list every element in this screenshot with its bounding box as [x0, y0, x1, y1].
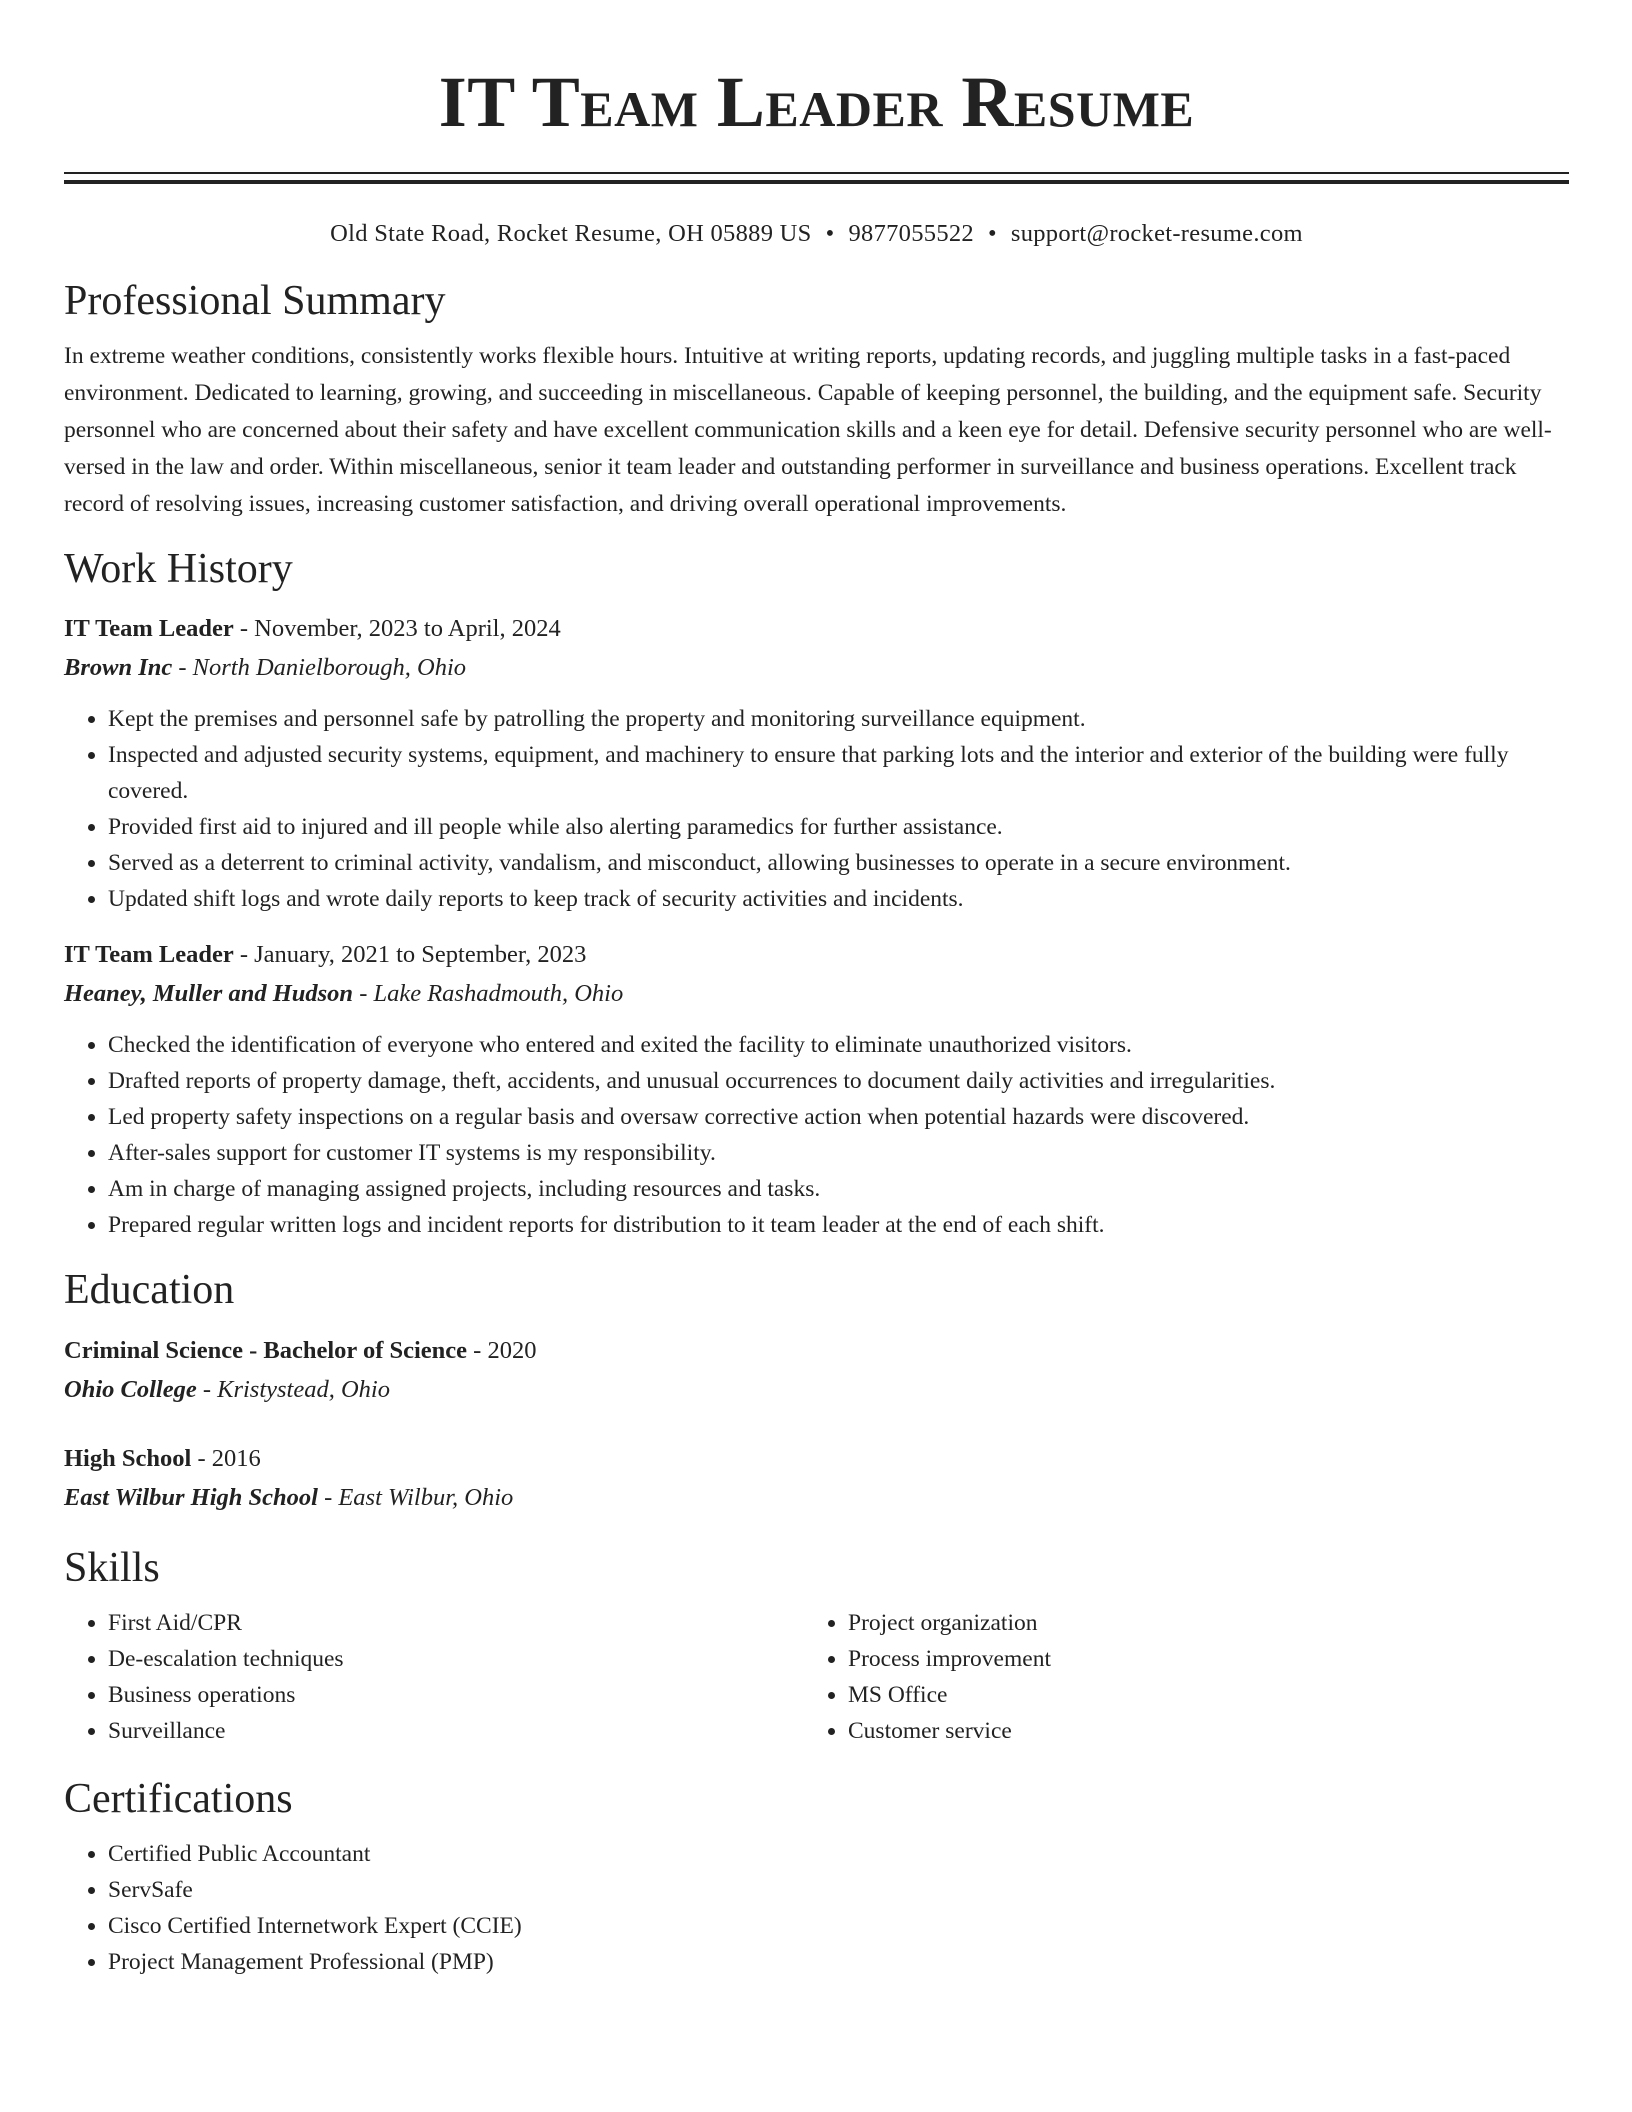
certifications-list — [64, 1836, 1569, 1980]
list-item: • De-escalation techniques — [108, 1641, 804, 1677]
job-company-line — [64, 974, 1569, 1013]
contact-email: support@rocket-resume.com — [1010, 220, 1303, 247]
contact-separator: • — [987, 220, 997, 247]
contact-phone: 9877055522 — [848, 220, 974, 247]
job-company: Brown Inc — [64, 654, 173, 681]
list-item: • Inspected and adjusted security systems, equipment, and machinery to ensure that parking lots and the interior and exterior of the building were fully covered. — [108, 737, 1569, 809]
degree-name: Criminal Science - Bachelor of Science — [64, 1337, 468, 1364]
list-item: • Prepared regular written logs and incident reports for distribution to it team leader at the end of each shift. — [108, 1207, 1569, 1243]
summary-heading: Professional Summary — [64, 278, 446, 324]
degree-year: - 2016 — [191, 1445, 261, 1472]
list-item: • Served as a deterrent to criminal activity, vandalism, and misconduct, allowing businesses to operate in a secure environment. — [108, 845, 1569, 881]
skills-grid — [64, 1605, 1569, 1749]
job-title-line — [64, 609, 1569, 648]
list-item: • Process improvement — [848, 1641, 1504, 1677]
list-item: • Led property safety inspections on a regular basis and oversaw corrective action when potential hazards were discovered. — [108, 1099, 1569, 1135]
job-location: - Lake Rashadmouth, Ohio — [353, 980, 624, 1007]
resume-title: IT Team Leader Resume — [438, 62, 1195, 142]
school-location: - East Wilbur, Ohio — [317, 1484, 514, 1511]
school-line — [64, 1478, 1569, 1517]
job-role: IT Team Leader — [64, 615, 234, 642]
degree-line — [64, 1331, 1569, 1370]
list-item: • After-sales support for customer IT systems is my responsibility. — [108, 1135, 1569, 1171]
list-item: • Kept the premises and personnel safe by patrolling the property and monitoring surveillance equipment. — [108, 701, 1569, 737]
title-divider-thin — [64, 172, 1569, 174]
job-entry — [64, 609, 1569, 917]
education-heading: Education — [64, 1267, 235, 1313]
list-item: • Provided first aid to injured and ill people while also alerting paramedics for further assistance. — [108, 809, 1569, 845]
list-item: • Am in charge of managing assigned projects, including resources and tasks. — [108, 1171, 1569, 1207]
title-divider-thick — [64, 180, 1569, 184]
degree-year: - 2020 — [467, 1337, 537, 1364]
list-item: • Customer service — [848, 1713, 1504, 1749]
degree-line — [64, 1439, 1569, 1478]
list-item: • Checked the identification of everyone who entered and exited the facility to eliminate unauthorized visitors. — [108, 1027, 1569, 1063]
job-dates: - November, 2023 to April, 2024 — [233, 615, 561, 642]
job-entry — [64, 935, 1569, 1243]
school-name: Ohio College — [64, 1376, 197, 1403]
skills-list-left — [64, 1605, 804, 1749]
list-item: • Updated shift logs and wrote daily reports to keep track of security activities and incidents. — [108, 881, 1569, 917]
list-item: • Drafted reports of property damage, theft, accidents, and unusual occurrences to document daily activities and irregularities. — [108, 1063, 1569, 1099]
contact-address: Old State Road, Rocket Resume, OH 05889 US — [330, 220, 812, 247]
contact-separator: • — [825, 220, 835, 247]
school-location: - Kristystead, Ohio — [196, 1376, 390, 1403]
job-title-line — [64, 935, 1569, 974]
list-item: • Cisco Certified Internetwork Expert (CCIE) — [108, 1908, 1569, 1944]
education-section — [64, 1265, 1569, 1517]
job-duties-list — [64, 701, 1569, 917]
skills-section — [64, 1543, 1569, 1749]
job-company-line — [64, 648, 1569, 687]
skills-list-right — [804, 1605, 1504, 1749]
contact-line — [64, 218, 1569, 250]
school-line — [64, 1370, 1569, 1409]
list-item: • Business operations — [108, 1677, 804, 1713]
job-location: - North Danielborough, Ohio — [172, 654, 467, 681]
certifications-section — [64, 1774, 1569, 1980]
job-duties-list — [64, 1027, 1569, 1243]
work-history-heading: Work History — [64, 546, 293, 592]
work-history-section — [64, 544, 1569, 1243]
school-name: East Wilbur High School — [64, 1484, 318, 1511]
degree-name: High School — [64, 1445, 192, 1472]
list-item: • MS Office — [848, 1677, 1504, 1713]
certifications-heading: Certifications — [64, 1776, 293, 1822]
job-company: Heaney, Muller and Hudson — [64, 980, 354, 1007]
skills-heading: Skills — [64, 1545, 160, 1591]
job-dates: - January, 2021 to September, 2023 — [233, 941, 587, 968]
job-role: IT Team Leader — [64, 941, 234, 968]
list-item: • Surveillance — [108, 1713, 804, 1749]
list-item: • ServSafe — [108, 1872, 1569, 1908]
list-item: • First Aid/CPR — [108, 1605, 804, 1641]
education-entry — [64, 1331, 1569, 1409]
summary-text: In extreme weather conditions, consistently works flexible hours. Intuitive at writing reports, updating records, and juggling multiple tasks in a fast-paced environment. Dedicated to learning, growing, and succeeding in miscellaneous. Capable of keeping personnel, the building, and the equipment safe. Security personnel who are concerned about their safety and have excellent communication skills and a keen eye for detail. Defensive security personnel who are well-versed in the law and order. Within miscellaneous, senior it team leader and outstanding performer in surveillance and business operations. Excellent track record of resolving issues, increasing customer satisfaction, and driving overall operational improvements. — [64, 343, 1552, 517]
list-item: • Certified Public Accountant — [108, 1836, 1569, 1872]
list-item: • Project Management Professional (PMP) — [108, 1944, 1569, 1980]
list-item: • Project organization — [848, 1605, 1504, 1641]
summary-section — [64, 276, 1569, 523]
education-entry — [64, 1439, 1569, 1517]
